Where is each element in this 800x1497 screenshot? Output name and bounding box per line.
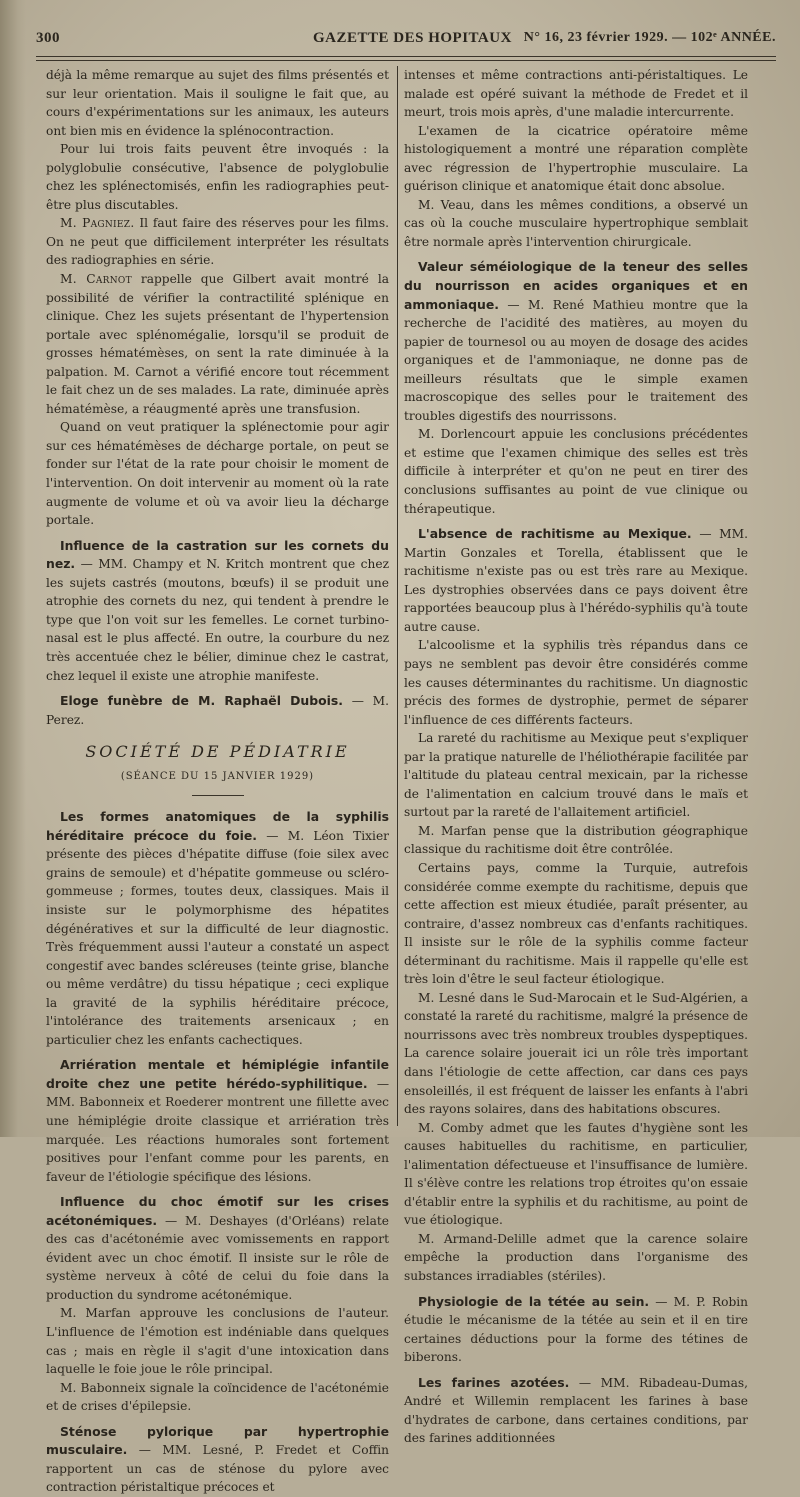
communication: Eloge funèbre de M. Raphaël Dubois. — M. Perez. bbox=[46, 693, 389, 727]
communication: Influence du choc émotif sur les crises acétonémiques. — M. Deshayes (d'Orléans) relate des cas d'acétonémie avec vomissements en rapport évident avec un choc émotif. Il insiste sur le rôle de système nerveux à côté de celui du foie dans la production du syndrome acétonémique. bbox=[46, 1194, 389, 1302]
paragraph: M. Babonneix signale la coïncidence de l'acétonémie et de crises d'épilepsie. bbox=[46, 1380, 389, 1414]
communication-title: Les farines azotées. bbox=[418, 1374, 570, 1390]
paragraph: M. Marfan pense que la distribution géographique classique du rachitisme doit être contrôlée. bbox=[404, 823, 748, 857]
running-header bbox=[36, 26, 776, 52]
communication-title: Arriération mentale et hémiplégie infantile droite chez une petite hérédo-syphilitique. bbox=[46, 1057, 389, 1091]
communication: Arriération mentale et hémiplégie infantile droite chez une petite hérédo-syphilitique. — MM. Babonneix et Roederer montrent une fillette avec une hémiplégie droite classique et arriération très marquée. Les réactions humorales sont fortement positives pour l'enfant comme pour les parents, en faveur de l'étiologie spécifique des lésions. bbox=[46, 1057, 390, 1184]
paragraph: Quand on veut pratiquer la splénectomie pour agir sur ces hématémèses de décharge portale, on peut se fonder sur l'état de la rate pour choisir le moment de l'intervention. On doit intervenir au moment où la rate augmente de volume et où va avoir lieu la décharge portale. bbox=[46, 420, 389, 528]
communication-title: Sténose pylorique par hypertrophie musculaire. bbox=[46, 1423, 389, 1458]
column-divider bbox=[397, 66, 398, 1126]
communication: Valeur séméiologique de la teneur des selles du nourrisson en acides organiques et en ammoniaque. — M. René Mathieu montre que la recherche de l'acidité des matières, au moyen du papier de tournesol ou au moyen de dosage des acides organiques et de l'ammoniaque, ne donne pas de meilleurs résultats que le simple examen macroscopique des selles pour le traitement des troubles digestifs des nourrissons. bbox=[404, 259, 748, 423]
header-rule-thin bbox=[36, 60, 776, 61]
paragraph: Certains pays, comme la Turquie, autrefois considérée comme exempte du rachitisme, depuis que cette affection est mieux étudiée, paraît présenter, au contraire, d'assez nombreux cas d'enfants rachitiques. Il insiste sur le rôle de la syphilis comme facteur déterminant du rachitisme. Mais il rappelle qu'elle est très loin d'être le seul facteur étiologique. bbox=[404, 860, 748, 987]
paragraph: déjà la même remarque au sujet des films présentés et sur leur orientation. Mais il souligne le fait que, au cours d'expérimentations sur les animaux, les auteurs ont bien mis en évidence la splénocontraction. bbox=[46, 68, 389, 138]
left-column bbox=[46, 66, 390, 1495]
communication-title: Valeur séméiologique de la teneur des selles du nourrisson en acides organiques et en ammoniaque. bbox=[404, 259, 748, 312]
issue-date: N° 16, 23 février 1929. — 102ᵉ ANNÉE. bbox=[523, 30, 776, 45]
header-rule bbox=[36, 56, 776, 57]
paragraph: Pour lui trois faits peuvent être invoqués : la polyglobulie consécutive, l'absence de polyglobulie chez les splénectomisés, enfin les radiographies peut-être plus discutables. bbox=[46, 142, 389, 212]
page-number: 300 bbox=[36, 30, 60, 46]
paragraph: M. Veau, dans les mêmes conditions, a observé un cas où la couche musculaire hypertrophique semblait être normale après l'intervention chirurgicale. bbox=[404, 197, 748, 249]
speaker-name: M. Carnot bbox=[60, 272, 132, 287]
communication: Les farines azotées. — MM. Ribadeau-Dumas, André et Willemin remplacent les farines à base d'hydrates de carbone, dans certaines conditions, par des farines additionnées bbox=[404, 1374, 748, 1446]
paragraph: M. Pagniez. Il faut faire des réserves pour les films. On ne peut que difficilement interpréter les résultats des radiographies en série. bbox=[46, 216, 389, 268]
speaker-name: M. Pagniez. bbox=[60, 216, 135, 231]
right-column bbox=[404, 66, 749, 1446]
page-edge-shadow bbox=[0, 0, 26, 1137]
paragraph: L'alcoolisme et la syphilis très répandus dans ce pays ne semblent pas devoir être considérés comme les causes déterminantes du rachitisme. Un diagnostic précis des formes de dystrophie, permet de séparer l'influence de ces différents facteurs. bbox=[404, 638, 748, 727]
communication: Influence de la castration sur les cornets du nez. — MM. Champy et N. Kritch montrent que chez les sujets castrés (moutons, bœufs) il se produit une atrophie des cornets du nez, qui tendent à prendre le type que l'on voit sur les femelles. Le cornet turbino-nasal est le plus affecté. En outre, la courbure du nez très accentuée chez le bélier, diminue chez le castrat, chez lequel il existe une atrophie manifeste. bbox=[46, 537, 389, 683]
communication-title: Eloge funèbre de M. Raphaël Dubois. bbox=[60, 693, 343, 709]
communication: Sténose pylorique par hypertrophie musculaire. — MM. Lesné, P. Fredet et Coffin rapportent un cas de sténose du pylore avec contraction péristaltique précoces et bbox=[46, 1423, 389, 1495]
paragraph: L'examen de la cicatrice opératoire même histologiquement a montré une réparation complète avec régression de l'hypertrophie musculaire. La guérison clinique et anatomique était donc absolue. bbox=[404, 123, 748, 194]
communication-title: Influence du choc émotif sur les crises acétonémiques. bbox=[46, 1194, 389, 1228]
paragraph: intenses et même contractions anti-péristaltiques. Le malade est opéré suivant la méthode de Fredet et il meurt, trois mois après, d'une maladie intercurrente. bbox=[404, 68, 748, 120]
communication-title: Physiologie de la tétée au sein. bbox=[418, 1293, 650, 1309]
paragraph: M. Armand-Delille admet que la carence solaire empêche la production dans l'organisme des substances irradiables (stériles). bbox=[404, 1231, 748, 1283]
society-heading bbox=[46, 743, 389, 796]
communication: L'absence de rachitisme au Mexique. — MM. Martin Gonzales et Torella, établissent que le rachitisme n'existe pas ou est très rare au Mexique. Les dystrophies observées dans ce pays doivent être rapportées beaucoup plus à l'hérédo-syphilis qu'à toute autre cause. bbox=[404, 526, 748, 634]
paragraph: M. Comby admet que les fautes d'hygiène sont les causes habituelles du rachitisme, en particulier, l'alimentation défectueuse et l'insuffisance de lumière. Il s'élève contre les relations trop étroites qu'on essaie d'établir entre la syphilis et du rachitisme, au point de vue étiologique. bbox=[404, 1120, 748, 1228]
journal-title: GAZETTE DES HOPITAUX bbox=[313, 30, 512, 46]
section-rule bbox=[192, 795, 244, 796]
paragraph: La rareté du rachitisme au Mexique peut s'expliquer par la pratique naturelle de l'héliothérapie facilitée par l'altitude du plateau central mexicain, par la richesse de l'alimentation en calcium trouvé dans le maïs et surtout par la rareté de l'allaitement artificiel. bbox=[404, 731, 748, 820]
paragraph: M. Lesné dans le Sud-Marocain et le Sud-Algérien, a constaté la rareté du rachitisme, malgré la présence de nourrissons avec très nombreux troubles dyspeptiques. La carence solaire jouerait ici un rôle très important dans l'étiologie de cette affection, car dans ces pays ensoleillés, il est fréquent de laisser les enfants à l'abri des rayons solaires, dans des habitations obscures. bbox=[404, 990, 748, 1117]
communication: Les formes anatomiques de la syphilis héréditaire précoce du foie. — M. Léon Tixier présente des pièces d'hépatite diffuse (foie silex avec grains de semoule) et d'hépatite gommeuse ou scléro-gommeuse ; formes, toutes deux, classiques. Mais il insiste sur le polymorphisme des hépatites dégénératives et sur la difficulté de leur diagnostic. Très fréquemment aussi l'auteur a constaté un aspect congestif avec bandes scléreuses (teinte grise, blanche ou même verdâtre) du tissu hépatique ; ceci explique la gravité de la syphilis héréditaire précoce, l'intolérance des traitements arsenicaux ; en particulier chez les enfants cachectiques. bbox=[46, 809, 389, 1047]
communication: Physiologie de la tétée au sein. — M. P. Robin étudie le mécanisme de la tétée au sein et il en tire certaines déductions pour la forme des tétines de biberons. bbox=[404, 1293, 749, 1365]
communication-title: L'absence de rachitisme au Mexique. bbox=[418, 526, 692, 542]
paragraph: M. Dorlencourt appuie les conclusions précédentes et estime que l'examen chimique des selles est très difficile à interpréter et qu'on ne peut en tirer des conclusions suffisantes au point de vue clinique ou thérapeutique. bbox=[404, 427, 748, 516]
session-date: (SÉANCE DU 15 JANVIER 1929) bbox=[120, 770, 315, 782]
communication-title: Influence de la castration sur les cornets du nez. bbox=[46, 537, 389, 572]
paragraph: M. Marfan approuve les conclusions de l'auteur. L'influence de l'émotion est indéniable dans quelques cas ; mais en règle il s'agit d'une intoxication dans laquelle le foie joue le rôle principal. bbox=[46, 1306, 389, 1377]
society-title: SOCIÉTÉ DE PÉDIATRIE bbox=[85, 742, 350, 762]
communication-title: Les formes anatomiques de la syphilis héréditaire précoce du foie. bbox=[46, 809, 389, 843]
paragraph: M. Carnot rappelle que Gilbert avait montré la possibilité de vérifier la contractilité splénique en clinique. Chez les sujets présentant de l'hypertension portale avec splénomégalie, lorsqu'il se produit de grosses hématémèses, on sent la rate diminuée à la palpation. M. Carnot a vérifié encore tout récemment le fait chez un de ses malades. La rate, diminuée après hématémèse, a réaugmenté après une transfusion. bbox=[46, 272, 389, 416]
